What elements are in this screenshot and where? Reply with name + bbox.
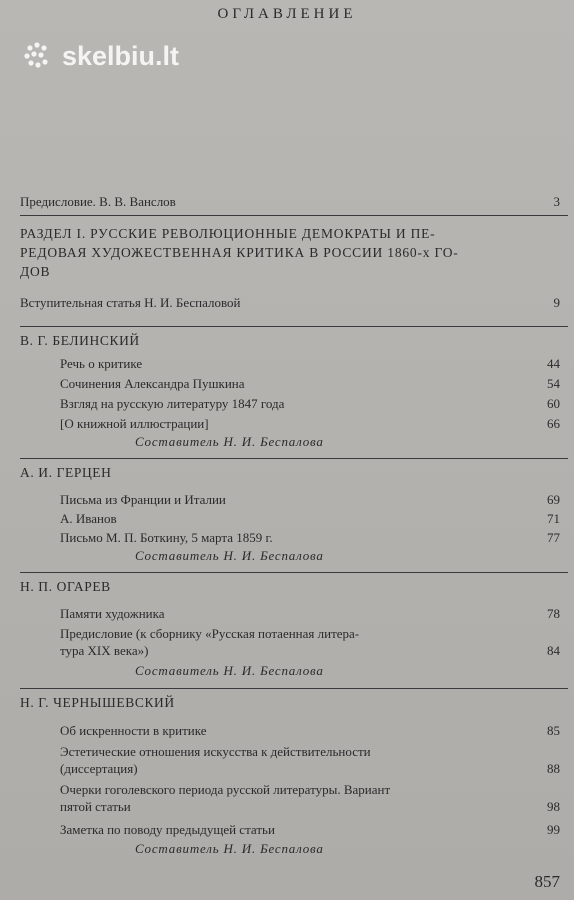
page-number: 857: [534, 872, 560, 891]
compiler-credit: Составитель Н. И. Беспалова: [135, 548, 324, 563]
author-herzen: А. И. ГЕРЦЕН: [20, 465, 112, 480]
compiler-credit: Составитель Н. И. Беспалова: [135, 663, 324, 678]
entry-page: 9: [553, 295, 560, 310]
toc-entry[interactable]: Взгляд на русскую литературу 1847 года 60: [60, 396, 560, 411]
entry-title: Предисловие. В. В. Ванслов: [20, 194, 176, 209]
entry-page: 3: [553, 194, 560, 209]
toc-entry-multiline[interactable]: Эстетические отношения искусства к действительности (диссертация) 88: [60, 744, 560, 776]
toc-entry[interactable]: Сочинения Александра Пушкина 54: [60, 376, 560, 391]
section-divider: [20, 688, 568, 689]
section-divider: [20, 572, 568, 573]
compiler-credit: Составитель Н. И. Беспалова: [135, 841, 324, 856]
toc-heading: ОГЛАВЛЕНИЕ: [217, 6, 357, 22]
toc-entry[interactable]: Памяти художника 78: [60, 606, 560, 621]
author-chernyshevsky: Н. Г. ЧЕРНЫШЕВСКИЙ: [20, 695, 175, 710]
toc-entry-multiline[interactable]: Предисловие (к сборнику «Русская потаенная литера- тура XIX века») 84: [60, 626, 560, 658]
toc-entry-multiline[interactable]: Очерки гоголевского периода русской литературы. Вариант пятой статьи 98: [60, 782, 560, 814]
toc-entry[interactable]: Речь о критике 44: [60, 356, 560, 371]
toc-entry[interactable]: Письмо М. П. Боткину, 5 марта 1859 г. 77: [60, 530, 560, 545]
dot-grid-icon: [22, 39, 56, 73]
toc-entry-intro-article[interactable]: [20, 294, 560, 311]
author-ogarev: Н. П. ОГАРЕВ: [20, 579, 111, 594]
compiler-credit: Составитель Н. И. Беспалова: [135, 434, 324, 449]
section-divider: [20, 215, 568, 216]
toc-entry[interactable]: [О книжной иллюстрации] 66: [60, 416, 560, 431]
section-divider: [20, 326, 568, 327]
entry-title: Вступительная статья Н. И. Беспаловой: [20, 295, 241, 310]
toc-entry-intro[interactable]: [20, 193, 560, 210]
watermark-text: skelbiu.lt: [62, 40, 180, 71]
toc-entry[interactable]: Заметка по поводу предыдущей статьи 99: [60, 822, 560, 837]
watermark: [22, 38, 179, 74]
toc-entry[interactable]: А. Иванов 71: [60, 511, 560, 526]
toc-entry[interactable]: Письма из Франции и Италии 69: [60, 492, 560, 507]
author-belinsky: В. Г. БЕЛИНСКИЙ: [20, 333, 140, 348]
section-divider: [20, 458, 568, 459]
toc-entry[interactable]: Об искренности в критике 85: [60, 723, 560, 738]
part-title: РАЗДЕЛ I. РУССКИЕ РЕВОЛЮЦИОННЫЕ ДЕМОКРАТЫ И ПЕ- РЕДОВАЯ ХУДОЖЕСТВЕННАЯ КРИТИКА В РОССИИ 1860-х ГО- ДОВ: [20, 226, 459, 279]
